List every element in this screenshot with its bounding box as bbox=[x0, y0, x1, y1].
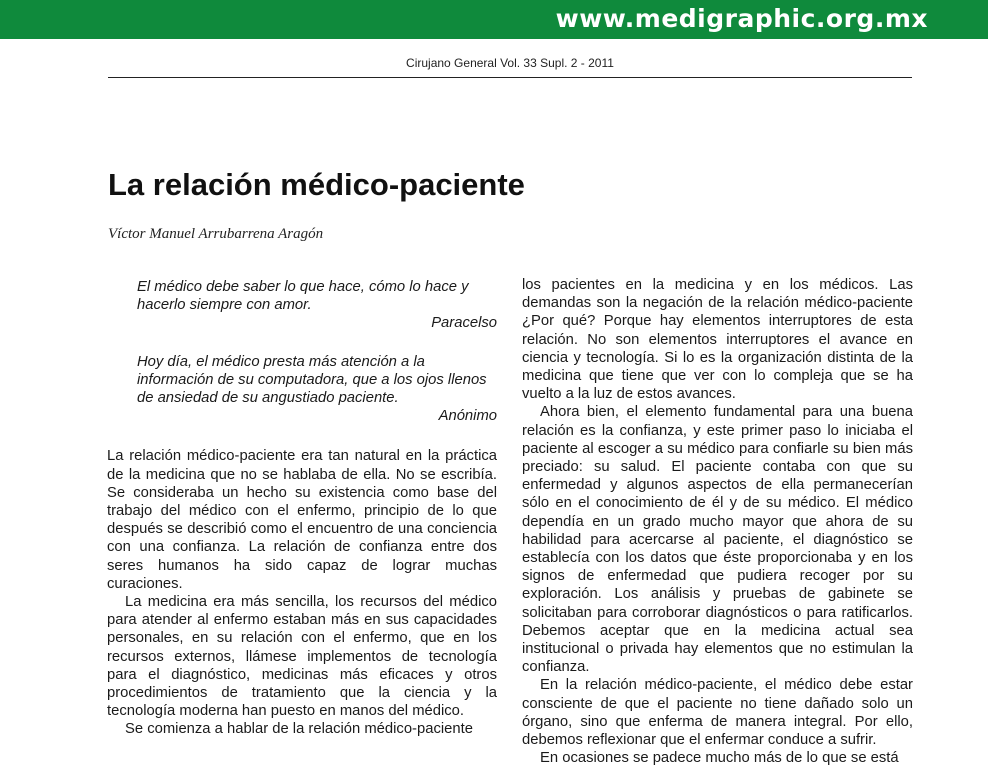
article-title: La relación médico-paciente bbox=[108, 167, 525, 202]
publisher-banner bbox=[0, 0, 988, 39]
epigraph-attribution: Anónimo bbox=[438, 408, 497, 425]
body-paragraph: los pacientes en la medicina y en los médicos. Las demandas son la negación de la relación médico-paciente ¿Por qué? Porque hay elementos interruptores de esta relación. No son elementos interruptores el avance en ciencia y tecnología. Si lo es la organización distinta de la medicina que tiene que ver con lo compleja que se ha vuelto a la luz de estos avances. bbox=[522, 277, 913, 403]
epigraph-quote: Hoy día, el médico presta más atención a la información de su computadora, que a los ojos llenos de ansiedad de su angustiado paciente. bbox=[137, 353, 487, 407]
epigraph-quote: El médico debe saber lo que hace, cómo lo hace y hacerlo siempre con amor. bbox=[137, 279, 469, 314]
epigraph-attribution: Paracelso bbox=[431, 315, 497, 332]
body-paragraph: En la relación médico-paciente, el médico debe estar consciente de que el paciente no tiene dañado solo un órgano, sino que enferma de manera integral. Por ello, debemos reflexionar que el enfermar conduce a sufrir. bbox=[522, 677, 913, 749]
body-paragraph: La relación médico-paciente era tan natural en la práctica de la medicina que no se hablaba de ella. No se escribía. Se consideraba un hecho su existencia como base del trabajo del médico con el enfermo, principio de lo que después se describió como el encuentro de una conciencia con una confianza. La relación de confianza entre dos seres humanos ha sido capaz de lograr muchas curaciones. bbox=[107, 448, 497, 592]
right-column bbox=[522, 276, 913, 767]
spacer bbox=[107, 335, 497, 353]
body-paragraph: Se comienza a hablar de la relación médico-paciente bbox=[125, 721, 473, 738]
left-column bbox=[107, 278, 497, 739]
epigraph bbox=[137, 353, 497, 426]
spacer bbox=[107, 427, 497, 447]
header-divider bbox=[108, 77, 912, 78]
body-paragraph: Ahora bien, el elemento fundamental para una buena relación es la confianza, y este primer paso lo iniciaba el paciente al escoger a su médico para confiarle su bien más preciado: su salud. El paciente contaba con que su enfermedad y algunos aspectos de ella permanecerían sólo en el conocimiento de él y de su médico. El médico dependía en un grado mucho mayor que ahora de su habilidad para acercarse al paciente, el diagnóstico se establecía con los datos que éste proporcionaba y en los signos de enfermedad que pudiera recoger por su exploración. Los análisis y pruebas de gabinete se solicitaban para corroborar diagnósticos o para ratificarlos. Debemos aceptar que en la medicina actual sea institucional o privada hay elementos que no estimulan la confianza. bbox=[522, 404, 913, 676]
publisher-url[interactable]: www.medigraphic.org.mx bbox=[555, 4, 928, 33]
body-paragraph: La medicina era más sencilla, los recursos del médico para atender al enfermo estaban más en sus capacidades personales, en su relación con el enfermo, que en los recursos externos, llámese implementos de tecnología para el diagnóstico, medicinas más eficaces y otros procedimientos de tratamiento que la ciencia y la tecnología moderna han puesto en manos del médico. bbox=[107, 594, 497, 720]
epigraph bbox=[137, 278, 497, 333]
body-paragraph: En ocasiones se padece mucho más de lo que se está bbox=[540, 750, 899, 767]
running-head: Cirujano General Vol. 33 Supl. 2 - 2011 bbox=[406, 56, 614, 70]
article-author: Víctor Manuel Arrubarrena Aragón bbox=[108, 226, 324, 242]
